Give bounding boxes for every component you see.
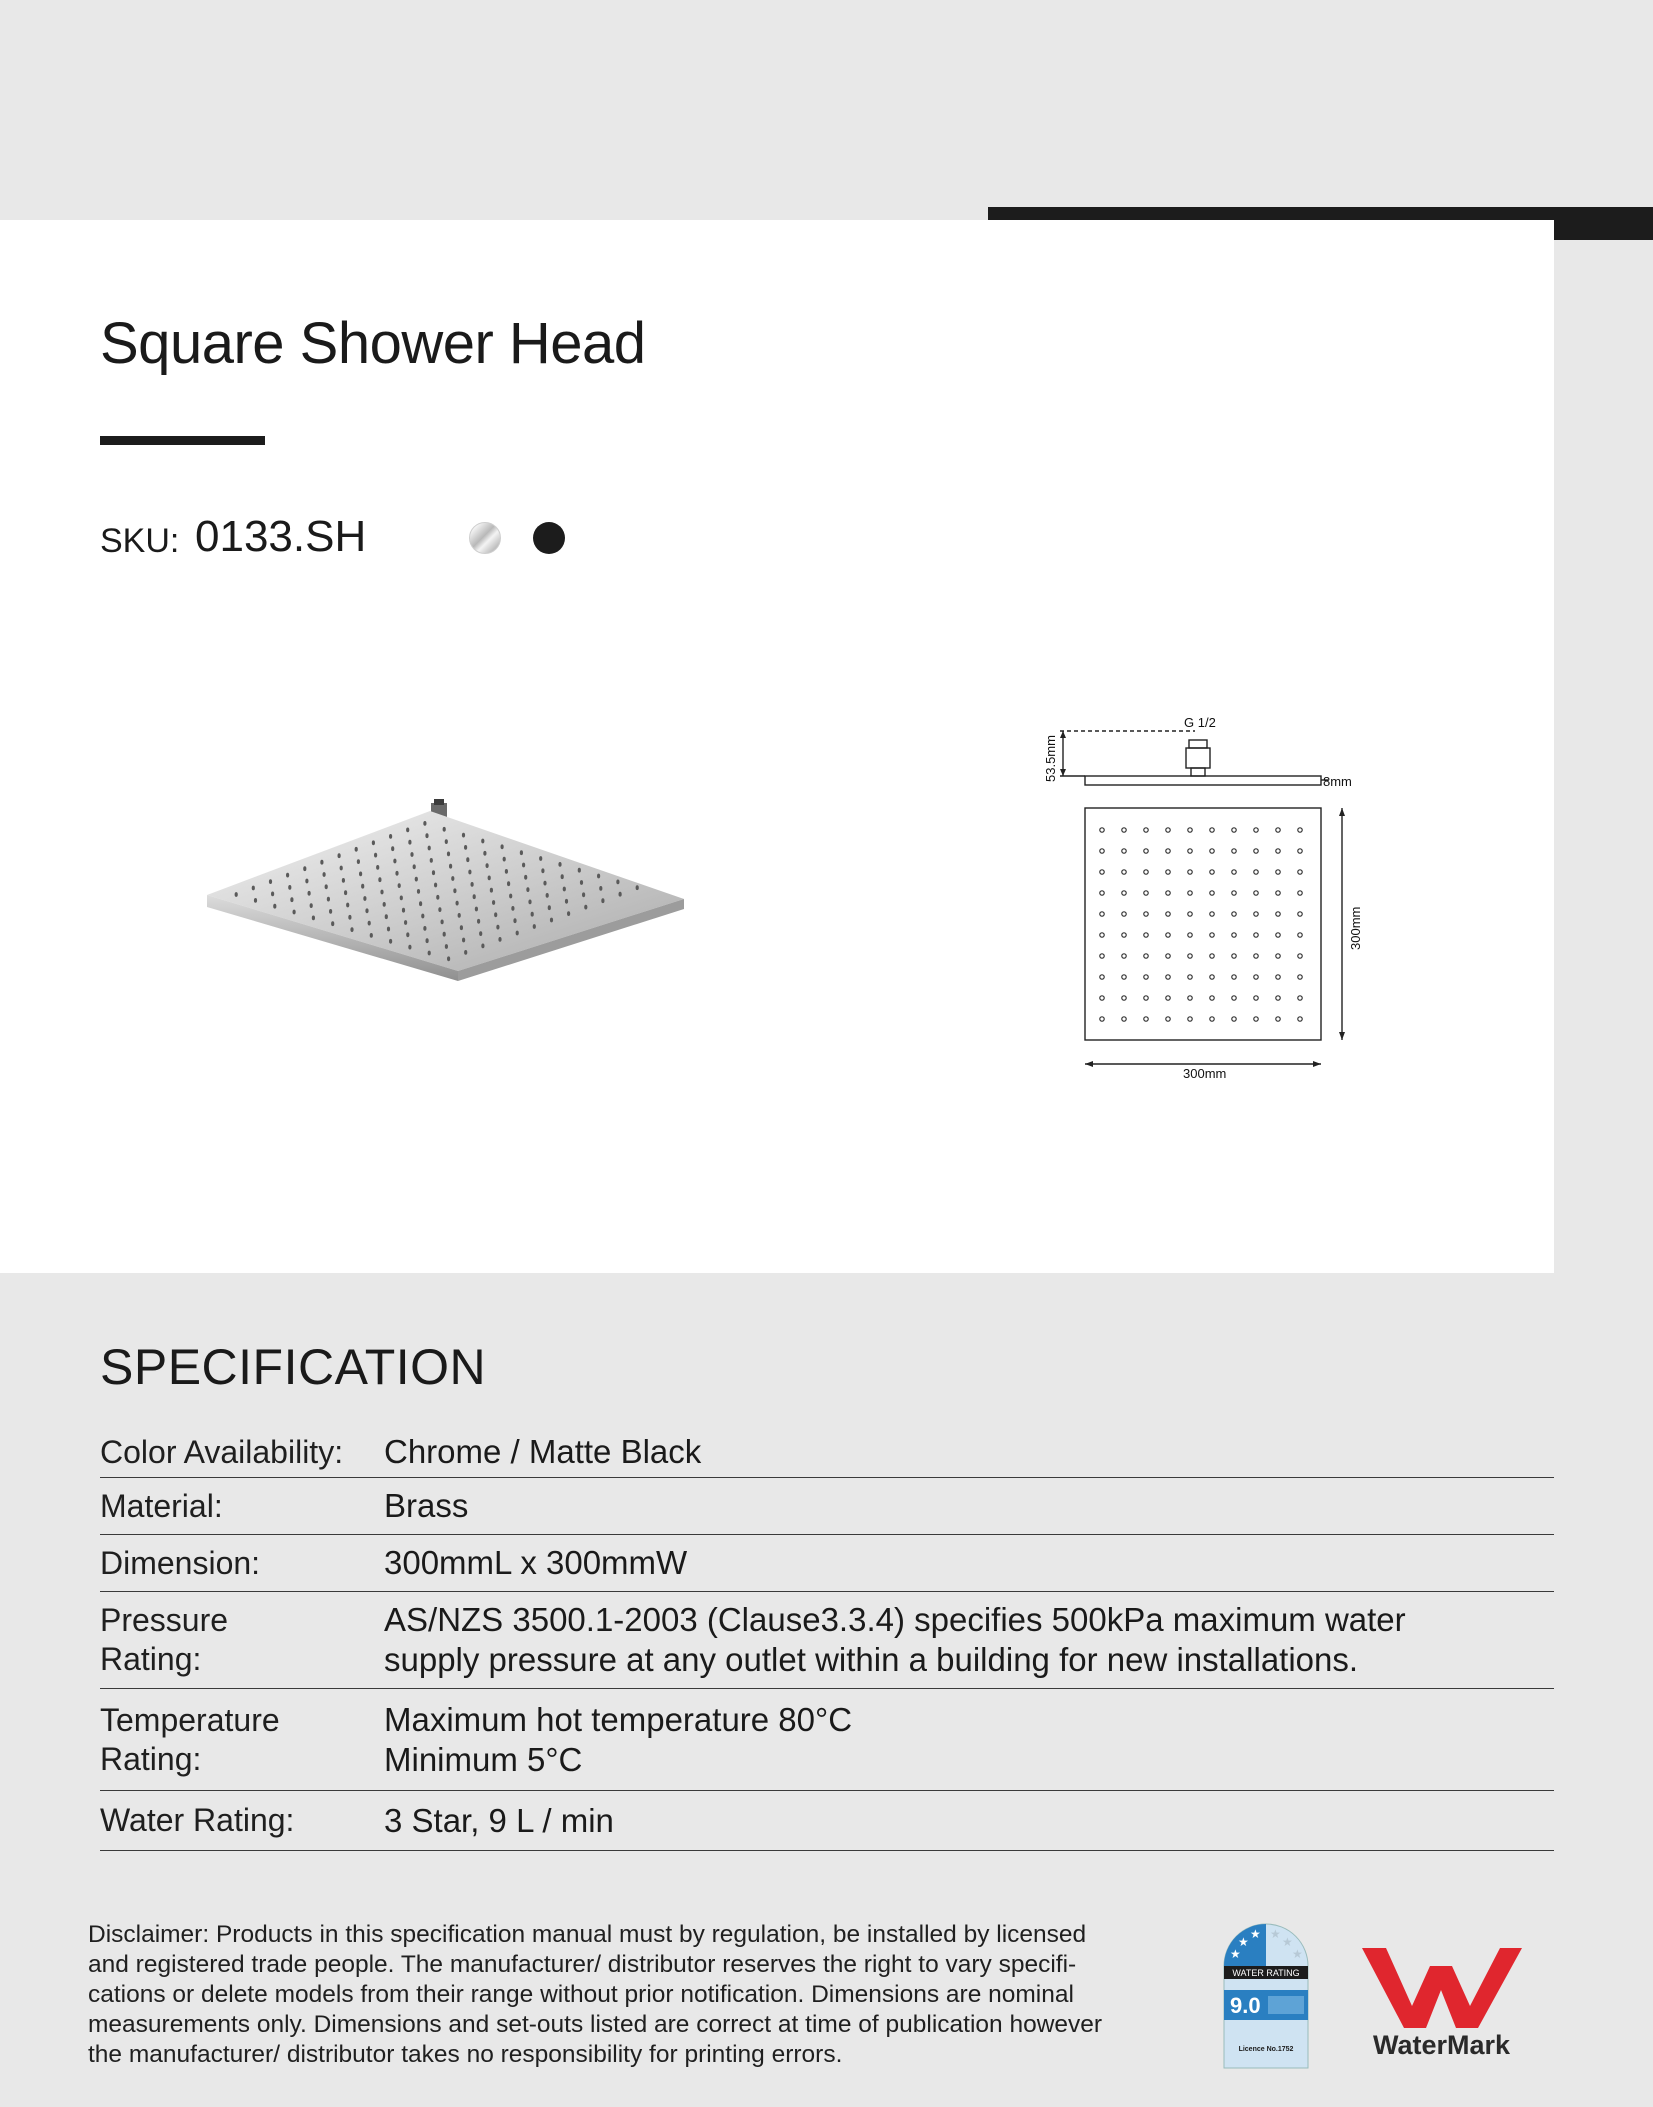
svg-text:★: ★ (1238, 1935, 1249, 1949)
spec-value-text: 300mmL x 300mmW (384, 1544, 688, 1581)
spec-label (100, 1487, 384, 1526)
spec-value-text: Chrome / Matte Black (384, 1433, 702, 1470)
title-underline (100, 436, 265, 445)
spec-label-text: Water Rating: (100, 1802, 295, 1838)
spec-label-text: Dimension: (100, 1544, 261, 1581)
top-band (0, 0, 1653, 220)
spec-label (100, 1801, 384, 1840)
spec-label-text: Color Availability: (100, 1433, 344, 1470)
svg-text:★: ★ (1230, 1947, 1241, 1961)
chrome-swatch[interactable] (469, 522, 501, 554)
spec-value (384, 1543, 1554, 1583)
side-length-label: 300mm (1348, 906, 1363, 950)
disclaimer-line: measurements only. Dimensions and set-outs listed are correct at time of publication however (88, 2011, 1103, 2038)
matte-black-swatch[interactable] (533, 522, 565, 554)
watermark-label: WaterMark (1373, 2030, 1511, 2060)
product-title: Square Shower Head (100, 311, 646, 376)
spec-value (384, 1432, 1554, 1472)
spec-label-text: Rating: (100, 1641, 202, 1677)
disclaimer (88, 1920, 1198, 2070)
width-label: 300mm (1183, 1066, 1227, 1081)
spec-label-text: Material: (100, 1487, 223, 1524)
spec-row-pressure (100, 1592, 1554, 1689)
spec-label (100, 1701, 384, 1779)
svg-text:★: ★ (1270, 1927, 1281, 1941)
spec-row-temperature (100, 1689, 1554, 1791)
spec-value-text: 3 Star, 9 L / min (384, 1801, 614, 1839)
spec-value (384, 1600, 1554, 1680)
spec-row-material (100, 1478, 1554, 1535)
watermark-logo-icon (1360, 1940, 1525, 2030)
water-rating-title: WATER RATING (1232, 1968, 1300, 1978)
spec-value-text: supply pressure at any outlet within a building for new installations. (384, 1641, 1359, 1678)
spec-label (100, 1433, 384, 1472)
spec-value-text: Maximum hot temperature 80°C (384, 1700, 853, 1738)
spec-row-water-rating (100, 1791, 1554, 1851)
disclaimer-line: cations or delete models from their range without prior notification. Dimensions are nominal (88, 1981, 1074, 2008)
svg-text:★: ★ (1292, 1947, 1303, 1961)
spec-row-dimension (100, 1535, 1554, 1592)
spec-label-text: Pressure (100, 1602, 229, 1638)
spec-value (384, 1801, 1554, 1841)
spec-label (100, 1601, 384, 1679)
spec-value-text: Brass (384, 1487, 469, 1524)
spec-label-text: Rating: (100, 1740, 202, 1777)
spec-value-text: AS/NZS 3500.1-2003 (Clause3.3.4) specifies 500kPa maximum water (384, 1601, 1406, 1638)
water-rating-value: 9.0 (1230, 1993, 1261, 2018)
dimension-drawing (1045, 710, 1375, 1090)
svg-text:★: ★ (1282, 1935, 1293, 1949)
disclaimer-line: the manufacturer/ distributor takes no responsibility for printing errors. (88, 2041, 843, 2068)
thickness-label: 8mm (1323, 774, 1352, 789)
water-rating-licence: Licence No.1752 (1238, 2046, 1294, 2053)
spec-label-text: Temperature (100, 1701, 280, 1738)
sku-label: SKU: (100, 522, 180, 560)
height-label: 53.5mm (1043, 735, 1058, 782)
svg-text:★: ★ (1250, 1927, 1261, 1941)
disclaimer-line: and registered trade people. The manufacturer/ distributor reserves the right to vary specifi- (88, 1951, 1077, 1978)
shower-head-photo (200, 795, 690, 980)
spec-value-text: Minimum 5°C (384, 1740, 583, 1778)
specification-heading: SPECIFICATION (100, 1339, 487, 1395)
water-rating-badge (1220, 1918, 1312, 2072)
specification-table (100, 1425, 1554, 1851)
disclaimer-line: Disclaimer: Products in this specification manual must by regulation, be installed by licensed (88, 1921, 1087, 1948)
spec-value (384, 1486, 1554, 1526)
sku-value: 0133.SH (195, 512, 367, 561)
spec-row-color (100, 1425, 1554, 1478)
spec-label (100, 1544, 384, 1583)
fitting-label: G 1/2 (1184, 715, 1216, 730)
spec-value (384, 1700, 1554, 1780)
